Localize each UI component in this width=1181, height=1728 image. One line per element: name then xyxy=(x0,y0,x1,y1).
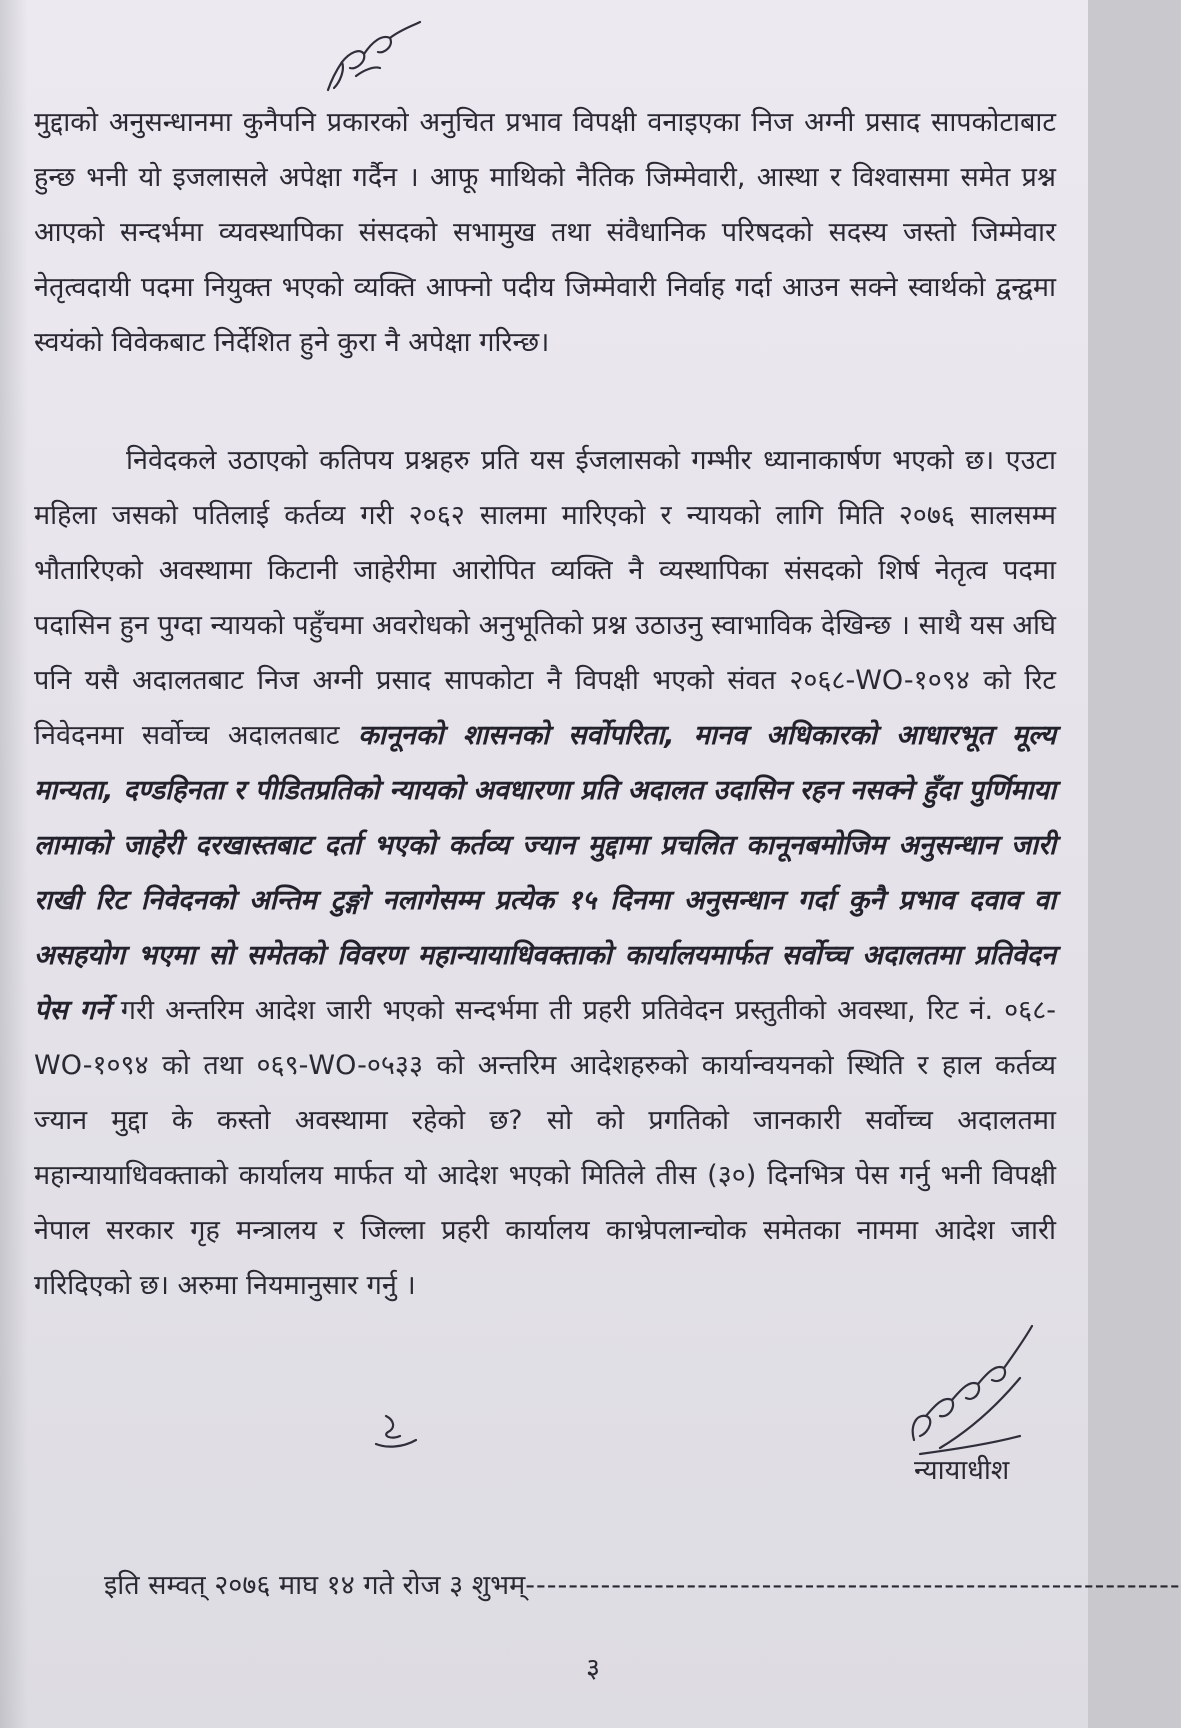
paragraph-2-text xyxy=(34,433,1056,1313)
paragraph-2-order: गरी अन्तरिम आदेश जारी भएको सन्दर्भमा ती प्रहरी प्रतिवेदन प्रस्तुतीको अवस्था, रिट नं. ०६८-WO-१०९४ को तथा ०६९-WO-०५३३ को अन्तरिम आदेशहरुको कार्यान्वयनको स्थिति र हाल कर्तव्य ज्यान मुद्दा के कस्तो अवस्थामा रहेको छ? सो को प्रगतिको जानकारी सर्वोच्च अदालतमा महान्यायाधिवक्ताको कार्यालय मार्फत यो आदेश भएको मितिले तीस (३०) दिनभित्र पेस गर्नु भनी विपक्षी नेपाल सरकार गृह मन्त्रालय र जिल्ला प्रहरी कार्यालय काभ्रेपलान्चोक समेतका नाममा आदेश जारी गरिदिएको छ। अरुमा नियमानुसार गर्नु । xyxy=(34,995,1056,1301)
judge-title: न्यायाधीश xyxy=(914,1455,1010,1486)
page-edge-shadow xyxy=(0,0,28,1728)
date-line xyxy=(104,1565,1181,1602)
paragraph-2-intro: निवेदकले उठाएको कतिपय प्रश्नहरु प्रति यस ईजलासको गम्भीर ध्यानाकार्षण भएको छ। एउटा महिला जसको पतिलाई कर्तव्य गरी २०६२ सालमा मारिएको र न्यायको लागि मिति २०७६ सालसम्म भौतारिएको अवस्थामा किटानी जाहेरीमा आरोपित व्यक्ति नै व्यस्थापिका संसदको शिर्ष नेतृत्व पदमा पदासिन हुन पुग्दा न्यायको पहुँचमा अवरोधको अनुभूतिको प्रश्न उठाउनु स्वाभाविक देखिन्छ । साथै यस अघि पनि यसै अदालतबाट निज अग्नी प्रसाद सापकोटा नै विपक्षी भएको संवत २०६८-WO-१०९४ को रिट निवेदनमा सर्वोच्च अदालतबाट xyxy=(34,445,1056,751)
date-dashes: ------------------------------------------------------------- xyxy=(525,1570,1181,1601)
judge-signature xyxy=(900,1318,1040,1468)
paragraph-2 xyxy=(34,433,1056,1313)
paragraph-2-emphasized-quote: कानूनको शासनको सर्वोपरिता, मानव अधिकारको आधारभूत मूल्य मान्यता, दण्डहिनता र पीडितप्रतिको न्यायको अवधारणा प्रति अदालत उदासिन रहन नसक्ने हुँदा पुर्णिमाया लामाको जाहेरी दरखास्तबाट दर्ता भएको कर्तव्य ज्यान मुद्दामा प्रचलित कानूनबमोजिम अनुसन्धान जारी राखी रिट निवेदनको अन्तिम टुङ्गो नलागेसम्म प्रत्येक १५ दिनमा अनुसन्धान गर्दा कुनै प्रभाव दवाव वा असहयोग भएमा सो समेतको विवरण महान्यायाधिवक्ताको कार्यालयमार्फत सर्वोच्च अदालतमा प्रतिवेदन पेस गर्ने xyxy=(34,720,1057,1026)
small-signature-mark xyxy=(372,1410,420,1454)
paragraph-1 xyxy=(34,95,1056,370)
date-text: इति सम्वत् २०७६ माघ १४ गते रोज ३ शुभम् xyxy=(104,1570,526,1601)
paragraph-1-text: मुद्दाको अनुसन्धानमा कुनैपनि प्रकारको अनुचित प्रभाव विपक्षी वनाइएका निज अग्नी प्रसाद सापकोटाबाट हुन्छ भनी यो इजलासले अपेक्षा गर्दैन । आफू माथिको नैतिक जिम्मेवारी, आस्था र विश्वासमा समेत प्रश्न आएको सन्दर्भमा व्यवस्थापिका संसदको सभामुख तथा संवैधानिक परिषदको सदस्य जस्तो जिम्मेवार नेतृत्वदायी पदमा नियुक्त भएको व्यक्ति आफ्नो पदीय जिम्मेवारी निर्वाह गर्दा आउन सक्ने स्वार्थको द्वन्द्वमा स्वयंको विवेकबाट निर्देशित हुने कुरा नै अपेक्षा गरिन्छ। xyxy=(34,107,1056,358)
page-number: ३ xyxy=(586,1653,601,1684)
